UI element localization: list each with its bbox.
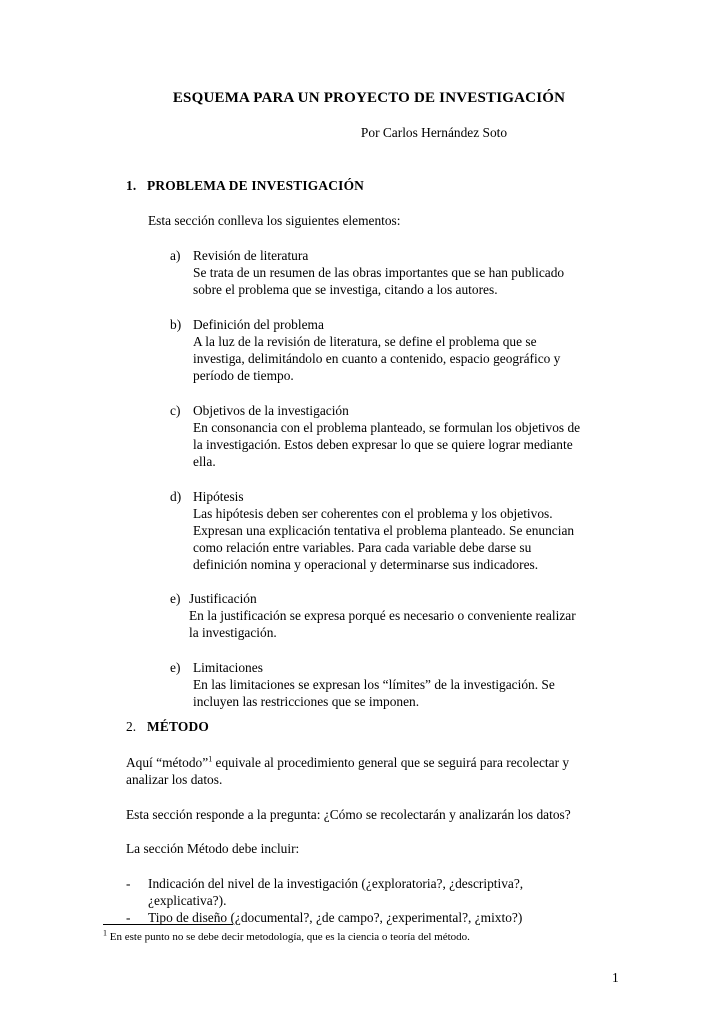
footnote: $^1$ En este punto no se debe decir metodología, que es la ciencia o teoría del método. — [103, 928, 470, 943]
list-item-label: d) — [170, 489, 182, 504]
document-title: ESQUEMA PARA UN PROYECTO DE INVESTIGACIÓN — [172, 90, 566, 106]
section-2-heading — [126, 718, 209, 735]
list-item-text: En consonancia con el problema planteado, se formulan los objetivos de — [193, 420, 581, 435]
list-item-text: sobre el problema que se investiga, citando a los autores. — [193, 282, 498, 297]
bullet-text: ¿explicativa?). — [148, 893, 227, 908]
list-item-title: d) Hipótesis — [170, 489, 244, 504]
section-1-intro: Esta sección conlleva los siguientes elementos: — [148, 213, 401, 228]
list-item-text: investiga, delimitándolo en cuanto a contenido, espacio geográfico y — [193, 351, 561, 366]
list-item-text: definición nomina y operacional y determinarse sus indicadores. — [193, 557, 539, 572]
method-paragraph-1: Aquí “método”$^1$ equivale al procedimiento general que se seguirá para recolectar y — [126, 754, 570, 770]
list-item-text: Las hipótesis deben ser coherentes con el problema y los objetivos. — [193, 506, 553, 521]
list-item-text: A la luz de la revisión de literatura, se define el problema que se — [193, 334, 537, 349]
list-item-text: como relación entre variables. Para cada variable debe darse su — [193, 540, 532, 555]
bullet-mark: - — [126, 910, 131, 925]
list-item-title: e) Justificación — [170, 591, 257, 606]
list-item-title: c) Objetivos de la investigación — [170, 403, 349, 418]
page-number: 1 — [612, 970, 619, 985]
list-item-title: b) Definición del problema — [170, 317, 324, 332]
footnote-mark: 1 — [103, 928, 107, 938]
method-paragraph-1-line-2: analizar los datos. — [126, 772, 223, 787]
list-item-text: período de tiempo. — [193, 368, 294, 383]
section-1-heading — [126, 177, 364, 194]
method-paragraph-3: La sección Método debe incluir: — [126, 841, 300, 856]
bullet-text: Indicación del nivel de la investigación (¿exploratoria?, ¿descriptiva?, — [148, 876, 524, 891]
list-item-text: En las limitaciones se expresan los “límites” de la investigación. Se — [193, 677, 555, 692]
list-item-text: Expresan una explicación tentativa el problema planteado. Se enuncian — [193, 523, 575, 538]
section-number: 2. — [126, 719, 137, 734]
list-item-text: En la justificación se expresa porqué es necesario o conveniente realizar — [189, 608, 576, 623]
section-title: MÉTODO — [147, 719, 209, 734]
method-paragraph-2: Esta sección responde a la pregunta: ¿Cómo se recolectarán y analizarán los datos? — [126, 807, 571, 822]
list-item-text: la investigación. Estos deben expresar lo que se quiere lograr mediante — [193, 437, 573, 452]
bullet-text: Tipo de diseño (¿documental?, ¿de campo?, ¿experimental?, ¿mixto?) — [148, 910, 523, 925]
list-item-label: e) — [170, 660, 181, 675]
list-item-title: e) Limitaciones — [170, 660, 263, 675]
section-title: PROBLEMA DE INVESTIGACIÓN — [147, 178, 365, 193]
footnote-reference: 1 — [208, 754, 213, 764]
list-item-text: ella. — [193, 454, 216, 469]
footnote-separator — [103, 924, 233, 925]
list-item-text: incluyen las restricciones que se imponen. — [193, 694, 420, 709]
list-item-text: Se trata de un resumen de las obras importantes que se han publicado — [193, 265, 565, 280]
section-number: 1. — [126, 178, 137, 193]
list-item-label: e) — [170, 591, 181, 606]
document-author: Por Carlos Hernández Soto — [360, 125, 508, 140]
list-item-title: a) Revisión de literatura — [170, 248, 309, 263]
list-item-label: b) — [170, 317, 182, 332]
list-item-label: c) — [170, 403, 181, 418]
list-item-text: la investigación. — [189, 625, 277, 640]
list-item-label: a) — [170, 248, 181, 263]
bullet-mark: - — [126, 876, 131, 891]
